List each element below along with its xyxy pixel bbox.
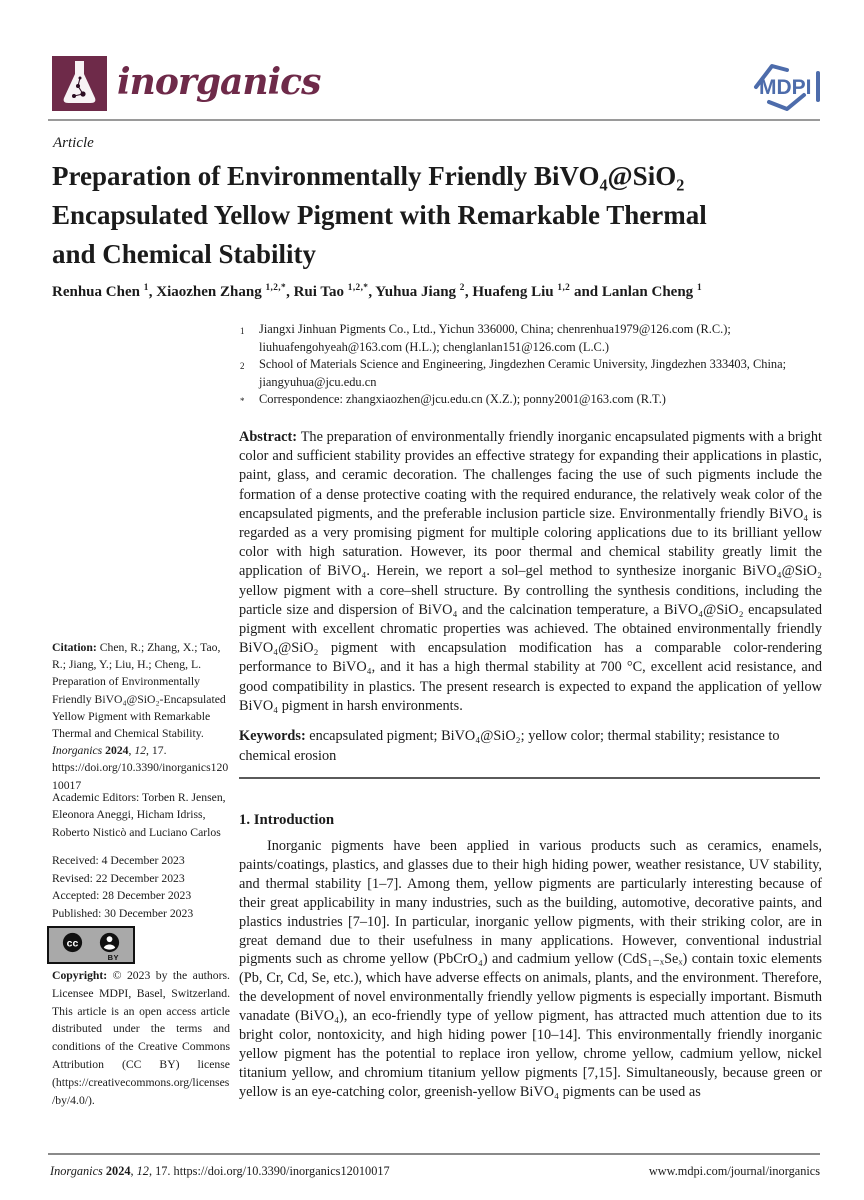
- article-title-line: and Chemical Stability: [52, 239, 317, 269]
- footer-citation: Inorganics 2024, 12, 17. https://doi.org/10.3390/inorganics12010017: [50, 1164, 390, 1178]
- article-title-line: Encapsulated Yellow Pigment with Remarkable Thermal: [52, 200, 707, 230]
- affiliation-item: [240, 356, 824, 391]
- footer-journal-url[interactable]: www.mdpi.com/journal/inorganics: [648, 1164, 820, 1178]
- introduction-paragraph: Inorganic pigments have been applied in various products such as ceramics, enamels, paints/coatings, plastics, and glasses due to their high hiding power, weather resistance, UV stability, and thermal stability [1–7]. Among them, yellow pigments are particularly interesting because of their great applicability in many industries, such as the building, automotive, decorative paints, and plastics industries [7–10]. In particular, inorganic yellow pigments, with their striking color, are in great demand due to their usefulness in many applications. However, conventional industrial pigments such as chrome yellow (PbCrO₄) and cadmium yellow (CdS₁₋ₓSeₓ) contain toxic elements (Pb, Cr, Cd, Se, etc.), which have adverse effects on animals, plants, and the environment. Therefore, the development of novel environmentally friendly yellow pigments is especially important. Bismuth vanadate (BiVO₄), an eco-friendly type of yellow pigment, has attracted much attention due to its bright color, nontoxicity, and high hiding power [10–14]. This environmentally friendly inorganic yellow pigment has the potential to replace iron yellow, chrome yellow, cadmium yellow, nickel titanium yellow, and chromium titanium yellow pigments [7,15]. Simultaneously, because green or yellow is an eye-catching color, greenish-yellow BiVO₄ pigments can be used as: [239, 838, 822, 1100]
- journal-wordmark: inorganics: [117, 61, 321, 103]
- affiliation-text: Correspondence: zhangxiaozhen@jcu.edu.cn (X.Z.); ponny2001@163.com (R.T.): [259, 392, 666, 406]
- journal-flask-logo: [52, 56, 107, 111]
- academic-editors-note: Academic Editors: Torben R. Jensen, Eleonora Aneggi, Hicham Idriss, Roberto Nisticò and Luciano Carlos: [52, 791, 226, 839]
- header-divider: [48, 119, 820, 121]
- cc-icon: [62, 932, 83, 958]
- footer-divider: [48, 1153, 820, 1155]
- mdpi-logo: [752, 60, 822, 117]
- introduction-heading: 1. Introduction: [239, 812, 335, 828]
- article-type-label: Article: [53, 135, 94, 151]
- affiliation-list: [240, 321, 824, 411]
- citation-note: Citation: Chen, R.; Zhang, X.; Tao, R.; Jiang, Y.; Liu, H.; Cheng, L. Preparation of Environmentally Friendly BiVO₄@SiO₂-Encapsulated Yellow Pigment with Remarkable Thermal and Chemical Stability. Inorganics 2024, 12, 17. https://doi.org/10.3390/inorganics12010017: [52, 641, 229, 792]
- affiliation-marker: *: [240, 396, 245, 406]
- article-title-line: Preparation of Environmentally Friendly BiVO₄@SiO₂: [52, 161, 685, 191]
- affiliation-text: Jiangxi Jinhuan Pigments Co., Ltd., Yichun 336000, China; chenrenhua1979@126.com (R.C.); liuhuafengohyeah@163.com (H.L.); chenglanlan151@126.com (L.C.): [259, 322, 731, 354]
- authors-line: Renhua Chen $^1$, Xiaozhen Zhang $^{1,2,*}$, Rui Tao $^{1,2,*}$, Yuhua Jiang $^2$, Huafeng Liu $^{1,2}$ and Lanlan Cheng $^1$: [52, 283, 702, 300]
- svg-text:cc: cc: [66, 937, 79, 950]
- svg-text:MDPI: MDPI: [759, 76, 812, 99]
- copyright-note: Copyright: © 2023 by the authors. Licensee MDPI, Basel, Switzerland. This article is an open access article distributed under the terms and conditions of the Creative Commons Attribution (CC BY) license (https://creativecommons.org/licenses/by/4.0/).: [52, 969, 230, 1107]
- article-title: [52, 157, 802, 274]
- license-by-label: BY: [107, 953, 119, 962]
- accepted-date: Accepted: 28 December 2023: [52, 889, 192, 903]
- flask-icon: [52, 98, 107, 115]
- section-divider: [239, 777, 820, 779]
- revised-date: Revised: 22 December 2023: [52, 871, 185, 885]
- keywords-section: Keywords: encapsulated pigment; BiVO₄@SiO₂; yellow color; thermal stability; resistance to chemical erosion: [239, 728, 780, 764]
- article-history: [52, 852, 230, 922]
- affiliation-marker: 2: [240, 361, 245, 371]
- abstract-section: Abstract: The preparation of environmentally friendly inorganic encapsulated pigments with a bright color and sufficient stability provides an effective strategy for expanding their applications in plastic, paint, glass, and ceramic decoration. The challenges facing the use of such pigments include the formation of a dense protective coating with the required endurance, the relatively weak color of the encapsulated pigments, and the preferable inclusion particle size. Environmentally friendly BiVO₄ is regarded as a very promising pigment for multiple coloring applications due to its brilliant yellow color with high saturation. However, its poor thermal and chemical stability greatly limit the application of BiVO₄. Herein, we report a sol–gel method to synthesize inorganic BiVO₄@SiO₂ yellow pigment with a core–shell structure. By controlling the synthesis conditions, including the particle size and dispersion of BiVO₄ and the calcination temperature, a BiVO₄@SiO₂ encapsulated pigment with excellent chromatic properties was achieved. The obtained environmentally friendly BiVO₄@SiO₂ pigment with encapsulation modification has a comparable color-rendering performance to BiVO₄, and it has a high thermal stability at 700 °C, excellent acid resistance, and good compatibility in plastics. The present research is expected to expand the application of yellow BiVO₄ pigment in harsh environments.: [239, 429, 822, 714]
- received-date: Received: 4 December 2023: [52, 854, 185, 867]
- affiliation-item: [240, 321, 824, 356]
- affiliation-marker: 1: [240, 326, 245, 336]
- affiliation-item: [240, 391, 824, 411]
- affiliation-text: School of Materials Science and Engineering, Jingdezhen Ceramic University, Jingdezhen 333403, China; jiangyuhua@jcu.edu.cn: [259, 357, 787, 389]
- cc-license-badge: [47, 926, 135, 964]
- mdpi-hexagon-icon: [752, 76, 822, 116]
- published-date: Published: 30 December 2023: [52, 906, 194, 920]
